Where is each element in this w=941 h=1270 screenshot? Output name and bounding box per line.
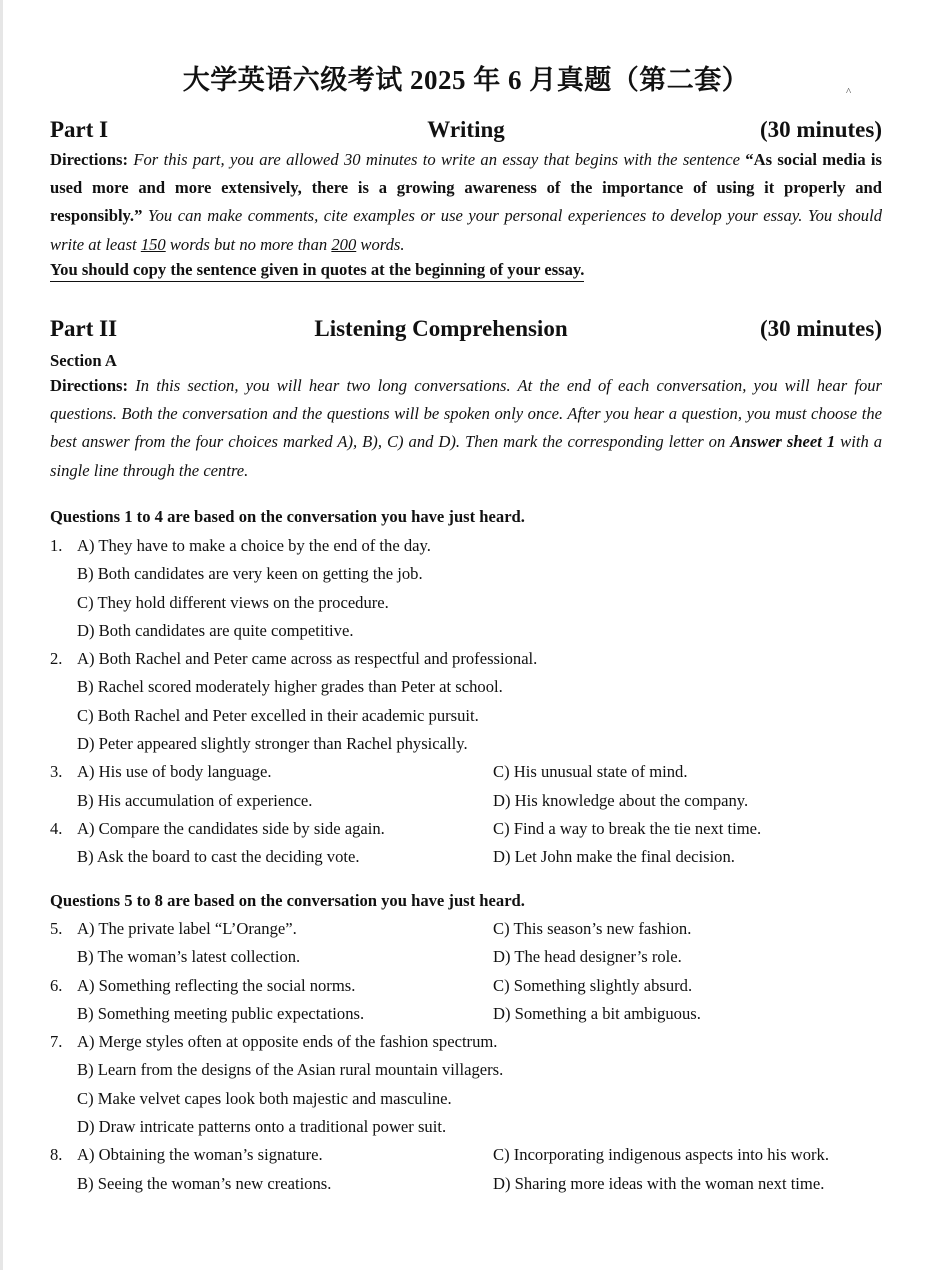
option-a: A) The private label “L’Orange”.	[77, 919, 297, 938]
part1-prompt-quote: “As social media is used more and more extensively, there is a growing awareness of the importance of using it properly and responsibly.”	[50, 150, 883, 226]
question-3-options-bd-row	[50, 787, 882, 815]
question-list-5-8	[50, 915, 882, 1198]
option-c: C) Find a way to break the tie next time.	[493, 818, 762, 838]
question-8-options-bd-row	[50, 1170, 882, 1198]
part1-directions-text-1: For this part, you are allowed 30 minutes to write an essay that begins with the sentence	[133, 150, 740, 169]
option-d: D) Draw intricate patterns onto a traditional power suit.	[77, 1117, 447, 1137]
question-7-option-b-row	[50, 1056, 882, 1084]
part2-time: (30 minutes)	[759, 316, 882, 341]
part1-directions	[50, 146, 882, 259]
question-7	[50, 1028, 882, 1056]
option-b: B) His accumulation of experience.	[77, 790, 313, 810]
option-c: C) Make velvet capes look both majestic and masculine.	[77, 1088, 452, 1108]
question-number: 3.	[50, 762, 63, 782]
min-word-count: 150	[140, 234, 166, 254]
question-1-option-c-row	[50, 589, 882, 617]
option-c: C) This season’s new fashion.	[493, 919, 692, 938]
question-8	[50, 1141, 882, 1169]
option-c: C) Incorporating indigenous aspects into his work.	[493, 1145, 829, 1165]
question-3	[50, 758, 882, 786]
part1-directions-label: Directions:	[50, 150, 129, 169]
question-number: 2.	[50, 649, 63, 669]
question-number: 1.	[50, 536, 63, 555]
option-d: D) The head designer’s role.	[493, 947, 682, 967]
part1-directions-text-4: words.	[360, 234, 405, 254]
question-list-1-4	[50, 532, 882, 872]
option-d: D) His knowledge about the company.	[493, 790, 749, 810]
part1-time: (30 minutes)	[759, 117, 882, 142]
question-1	[50, 532, 882, 560]
option-a: A) Merge styles often at opposite ends of the fashion spectrum.	[77, 1032, 498, 1052]
section-a-label: Section A	[50, 351, 117, 370]
question-number: 5.	[50, 919, 63, 938]
option-a: A) Something reflecting the social norms.	[77, 975, 356, 995]
question-number: 6.	[50, 975, 63, 995]
option-b: B) Seeing the woman’s new creations.	[77, 1173, 332, 1193]
option-d: D) Peter appeared slightly stronger than Rachel physically.	[77, 734, 468, 754]
question-number: 4.	[50, 818, 63, 838]
option-b: B) The woman’s latest collection.	[77, 947, 301, 967]
part1-name: Writing	[427, 117, 505, 142]
part2-header	[50, 316, 882, 348]
option-b: B) Ask the board to cast the deciding vote.	[77, 847, 360, 867]
page-title: 大学英语六级考试 2025 年 6 月真题（第二套）	[182, 65, 750, 95]
scan-mark: ^	[846, 86, 852, 98]
question-7-option-c-row	[50, 1085, 882, 1113]
option-b: B) Rachel scored moderately higher grades than Peter at school.	[77, 677, 503, 697]
question-6	[50, 972, 882, 1000]
part2-directions-label: Directions:	[50, 376, 129, 395]
question-4-options-bd-row	[50, 843, 882, 871]
option-b: B) Learn from the designs of the Asian rural mountain villagers.	[77, 1060, 504, 1080]
part2-name: Listening Comprehension	[314, 316, 568, 341]
question-2-option-d-row	[50, 730, 882, 758]
question-number: 8.	[50, 1145, 63, 1165]
question-7-option-d-row	[50, 1113, 882, 1141]
question-5	[50, 915, 882, 943]
option-b: B) Something meeting public expectations.	[77, 1003, 365, 1023]
option-a: A) They have to make a choice by the end of the day.	[77, 536, 431, 555]
answer-sheet-ref: Answer sheet 1	[730, 432, 836, 452]
option-a: A) Both Rachel and Peter came across as respectful and professional.	[77, 649, 538, 669]
option-a: A) Compare the candidates side by side again.	[77, 818, 385, 838]
question-2	[50, 645, 882, 673]
part2-directions	[50, 372, 882, 485]
scan-edge	[0, 0, 3, 1270]
option-a: A) His use of body language.	[77, 762, 272, 782]
option-b: B) Both candidates are very keen on getting the job.	[77, 564, 423, 584]
question-2-option-b-row	[50, 673, 882, 701]
question-6-options-bd-row	[50, 1000, 882, 1028]
part1-header	[50, 117, 882, 149]
question-5-options-bd-row	[50, 943, 882, 971]
part2-directions-text-2: with a single line through the centre.	[50, 432, 883, 480]
group2-header: Questions 5 to 8 are based on the conversation you have just heard.	[50, 891, 525, 910]
option-d: D) Something a bit ambiguous.	[493, 1003, 701, 1023]
part1-label: Part I	[50, 117, 109, 142]
option-c: C) His unusual state of mind.	[493, 762, 688, 782]
option-a: A) Obtaining the woman’s signature.	[77, 1145, 323, 1165]
question-4	[50, 815, 882, 843]
question-2-option-c-row	[50, 702, 882, 730]
option-d: D) Both candidates are quite competitive.	[77, 620, 354, 640]
option-c: C) Something slightly absurd.	[493, 975, 693, 995]
group1-header: Questions 1 to 4 are based on the conversation you have just heard.	[50, 507, 525, 526]
part2-label: Part II	[50, 316, 118, 341]
question-1-option-d-row	[50, 617, 882, 645]
part2-directions-text-1: In this section, you will hear two long conversations. At the end of each conversation, you will hear four questions. Both the conversation and the questions will be spoken only once. After you hear a question, you must choose the best answer from the four choices marked A), B), C) and D). Then mark the corresponding letter on	[50, 376, 882, 452]
option-c: C) Both Rachel and Peter excelled in their academic pursuit.	[77, 705, 479, 725]
part1-directions-text-3: words but no more than	[169, 234, 328, 254]
question-number: 7.	[50, 1032, 63, 1052]
part1-directions-text-2: You can make comments, cite examples or use your personal experiences to develop your essay. You should write at least	[50, 206, 883, 254]
option-d: D) Let John make the final decision.	[493, 847, 735, 867]
option-d: D) Sharing more ideas with the woman next time.	[493, 1173, 825, 1193]
question-1-option-b-row	[50, 560, 882, 588]
part1-copy-note: You should copy the sentence given in quotes at the beginning of your essay.	[50, 259, 584, 282]
max-word-count: 200	[331, 234, 357, 254]
option-c: C) They hold different views on the procedure.	[77, 592, 389, 612]
